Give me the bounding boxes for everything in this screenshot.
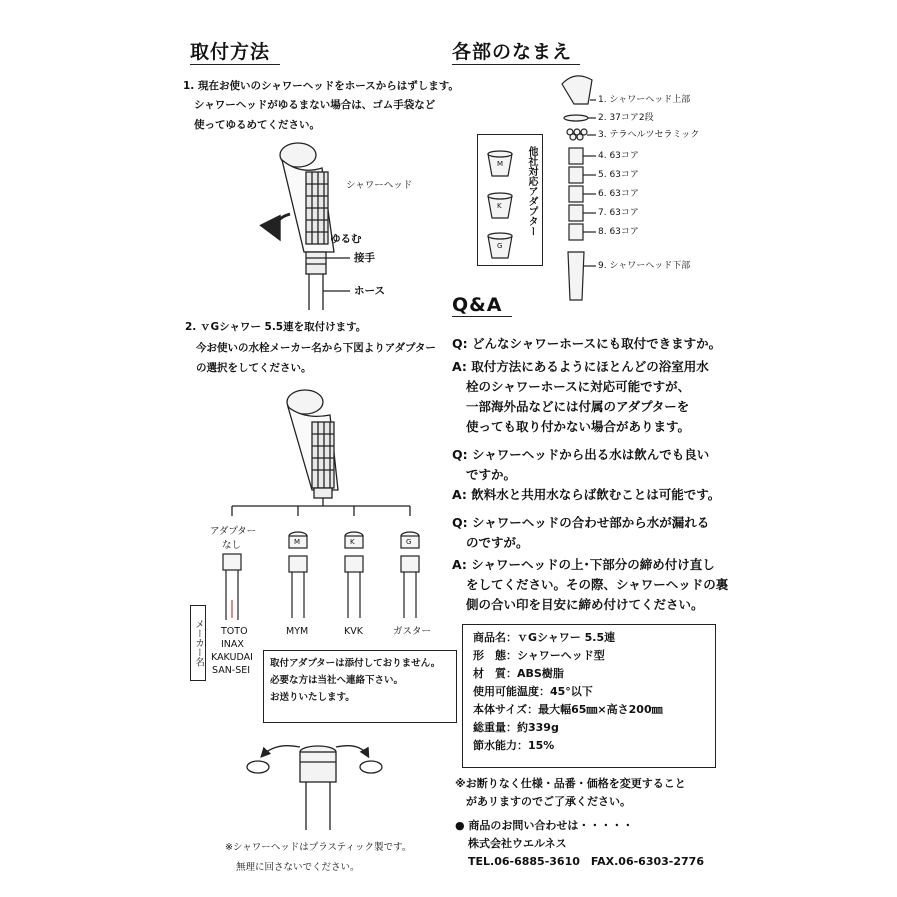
plastic-note-2: 無理に回さないでください。: [236, 862, 360, 873]
adapter-note-box: [263, 650, 457, 723]
adapter-box-badge-g: G: [497, 242, 503, 250]
spec-material: 材 質：ABS樹脂: [473, 667, 564, 680]
install-title: 取付方法: [190, 37, 280, 65]
badge-m: M: [294, 538, 301, 546]
qa-line-3: 栓のシャワーホースに対応可能ですが、: [466, 379, 691, 394]
qa-line-5: 使っても取り付かない場合があります。: [466, 419, 691, 434]
label-hose: ホース: [354, 285, 385, 297]
footer-line-1: ※お断りなく仕様・品番・価格を変更すること: [455, 777, 686, 790]
maker-label: メーカー名: [190, 605, 206, 681]
qa-line-4: 一部海外品などには付属のアダプターを: [466, 399, 690, 414]
maker-kakudai: KAKUDAI: [211, 652, 253, 663]
qa-line-9: Q: シャワーヘッドの合わせ部から水が漏れる: [452, 515, 710, 530]
spec-box: [462, 624, 716, 768]
qa-line-7: ですか。: [466, 467, 517, 482]
footer-line-5: TEL.06-6885-3610 FAX.06-6303-2776: [468, 855, 704, 868]
step2-line3: の選択をしてください。: [196, 362, 312, 374]
footer-line-3: ● 商品のお問い合わせは・・・・・: [455, 819, 634, 832]
part-9: 9. シャワーヘッド下部: [598, 261, 691, 271]
part-4: 4. 63コア: [598, 151, 639, 161]
spec-name: 商品名：ｖGシャワー 5.5連: [473, 631, 616, 644]
part-7: 7. 63コア: [598, 208, 639, 218]
maker-toto: TOTO: [221, 626, 248, 637]
parts-title: 各部のなまえ: [452, 37, 580, 65]
maker-sansei: SAN-SEI: [212, 665, 251, 676]
label-showerhead: シャワーヘッド: [346, 180, 413, 191]
part-2: 2. 37コア2段: [598, 113, 654, 123]
part-6: 6. 63コア: [598, 189, 639, 199]
note-line1: 取付アダプターは添付しておりません。: [270, 658, 441, 669]
badge-k: K: [350, 538, 355, 546]
no-adapter-top: アダプター: [210, 526, 257, 537]
footer-line-4: 株式会社ウエルネス: [468, 837, 567, 850]
spec-weight: 総重量：約339g: [473, 721, 559, 734]
no-adapter-bottom: なし: [222, 540, 242, 551]
adapter-box-label: 他社対応アダプター: [526, 146, 537, 236]
parts-exploded-drawing: [562, 76, 596, 300]
qa-line-8: A: 飲料水と共用水ならば飲むことは可能です。: [452, 487, 721, 502]
part-8: 8. 63コア: [598, 227, 639, 237]
step1-line1: 1. 現在お使いのシャワーヘッドをホースからはずします。: [183, 80, 459, 92]
maker-mym: MYM: [286, 626, 309, 637]
part-1: 1. シャワーヘッド上部: [598, 95, 691, 105]
footer-line-2: があリますのでご了承ください。: [466, 795, 631, 808]
step1-line3: 使ってゆるめてください。: [194, 119, 320, 131]
adapter-box-badge-k: K: [497, 202, 502, 210]
adapter-box-badge-m: M: [497, 160, 504, 168]
label-loosen: ゆるむ: [330, 233, 362, 245]
bottom-hose-drawing: [247, 746, 382, 830]
maker-inax: INAX: [221, 639, 244, 650]
note-line2: 必要な方は当社へ連絡下さい。: [270, 675, 404, 686]
step2-line1: 2. ｖGシャワー 5.5連を取付けます。: [185, 321, 367, 333]
label-joint: 接手: [354, 252, 375, 264]
qa-line-12: をしてください。その際、シャワーヘッドの裏: [466, 577, 729, 592]
qa-title: Q&A: [452, 294, 512, 317]
step2-line2: 今お使いの水栓メーカー名から下図よりアダプター: [196, 342, 436, 354]
spec-water-saving: 節水能力：15%: [473, 739, 555, 752]
spec-size: 本体サイズ：最大幅65㎜×高さ200㎜: [473, 703, 663, 716]
step1-showerhead-drawing: [276, 143, 350, 310]
badge-g: G: [406, 538, 412, 546]
maker-gaster: ガスター: [393, 626, 432, 637]
qa-line-11: A: シャワーヘッドの上･下部分の締め付け直し: [452, 557, 715, 572]
step2-showerhead-drawing: [232, 390, 410, 516]
spec-temp: 使用可能温度：45°以下: [473, 685, 593, 698]
adapter-pipes: [223, 532, 419, 620]
spec-form: 形 態：シャワーヘッド型: [473, 649, 605, 662]
maker-kvk: KVK: [344, 626, 363, 637]
part-3: 3. テラヘルツセラミック: [598, 130, 700, 140]
part-5: 5. 63コア: [598, 170, 639, 180]
note-line3: お送りいたします。: [270, 692, 355, 703]
qa-line-10: のですが。: [466, 535, 529, 550]
qa-line-13: 側の合い印を目安に締め付けてください。: [466, 597, 704, 612]
qa-line-1: Q: どんなシャワーホースにも取付できますか。: [452, 336, 722, 351]
qa-line-6: Q: シャワーヘッドから出る水は飲んでも良い: [452, 447, 710, 462]
step1-line2: シャワーヘッドがゆるまない場合は、ゴム手袋など: [194, 99, 436, 111]
qa-line-2: A: 取付方法にあるようにほとんどの浴室用水: [452, 359, 709, 374]
plastic-note-1: ※シャワーヘッドはプラスティック製です。: [225, 842, 412, 853]
